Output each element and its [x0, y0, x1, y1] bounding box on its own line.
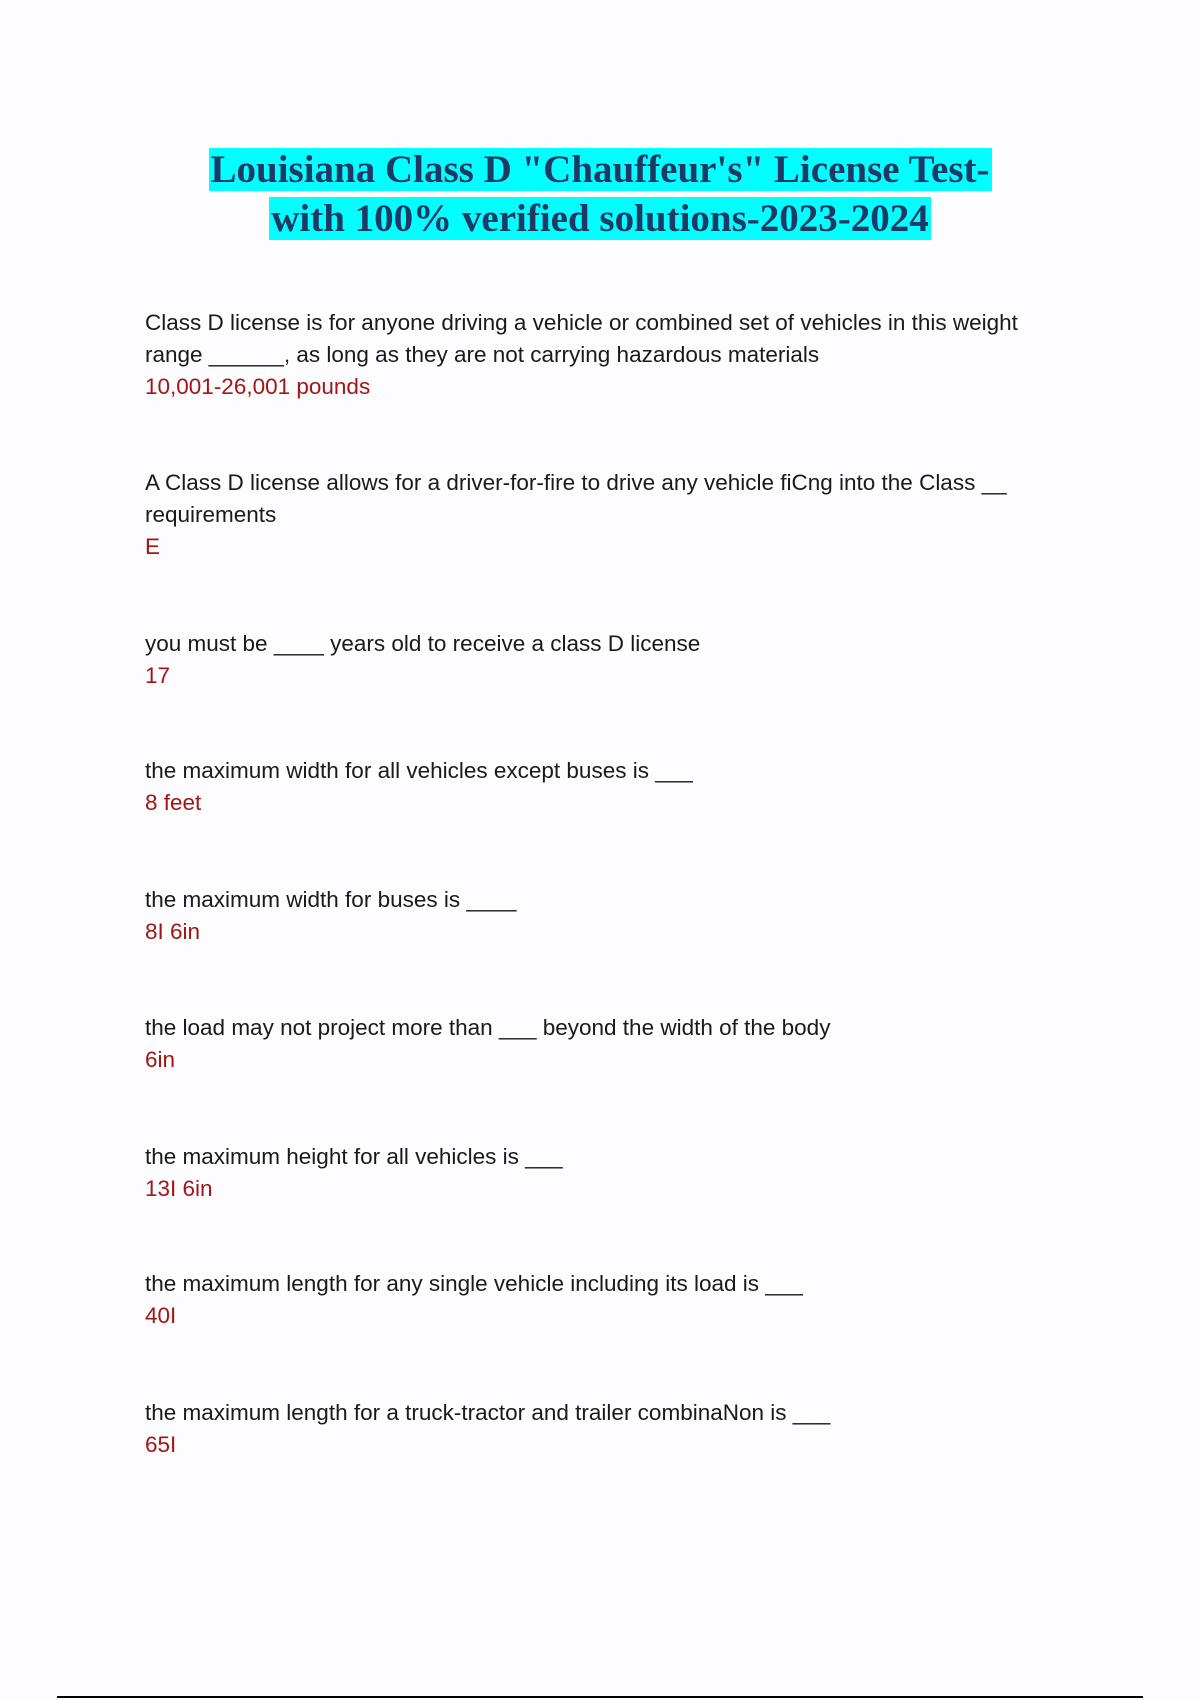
answer-text: 10,001-26,001 pounds: [145, 374, 371, 399]
question-text: you must be ____ years old to receive a class D license: [145, 631, 701, 656]
qa-item-6: [145, 1012, 1045, 1076]
qa-item-2: [145, 467, 1045, 563]
answer-text: 40I: [145, 1303, 177, 1328]
qa-item-5: [145, 884, 1045, 948]
answer-text: 65I: [145, 1432, 177, 1457]
answer-text: 17: [145, 663, 171, 688]
question-text: A Class D license allows for a driver-for-fire to drive any vehicle fiCng into the Class __ requirements: [145, 470, 1013, 527]
question-text: the load may not project more than ___ beyond the width of the body: [145, 1015, 831, 1040]
question-text: the maximum length for any single vehicle including its load is ___: [145, 1271, 803, 1296]
qa-item-8: [145, 1268, 1045, 1332]
answer-text: 8I 6in: [145, 919, 201, 944]
qa-item-3: [145, 628, 1045, 692]
qa-item-9: [145, 1397, 1045, 1461]
question-text: the maximum height for all vehicles is ___: [145, 1144, 563, 1169]
qa-item-1: [145, 307, 1045, 403]
document-title: [0, 145, 1200, 243]
answer-text: E: [145, 534, 161, 559]
question-text: the maximum width for buses is ____: [145, 887, 517, 912]
question-text: the maximum width for all vehicles except buses is ___: [145, 758, 693, 783]
bottom-divider: [57, 1696, 1143, 1698]
question-text: the maximum length for a truck-tractor and trailer combinaNon is ___: [145, 1400, 831, 1425]
qa-item-7: [145, 1141, 1045, 1205]
title-line-2: with 100% verified solutions-2023-2024: [271, 197, 929, 240]
answer-text: 6in: [145, 1047, 176, 1072]
title-line-1: Louisiana Class D "Chauffeur's" License Test-: [210, 148, 990, 191]
question-text: Class D license is for anyone driving a vehicle or combined set of vehicles in this weight range ______, as long as they are not carrying hazardous materials: [145, 310, 1025, 367]
answer-text: 8 feet: [145, 790, 202, 815]
qa-item-4: [145, 755, 1045, 819]
answer-text: 13I 6in: [145, 1176, 213, 1201]
